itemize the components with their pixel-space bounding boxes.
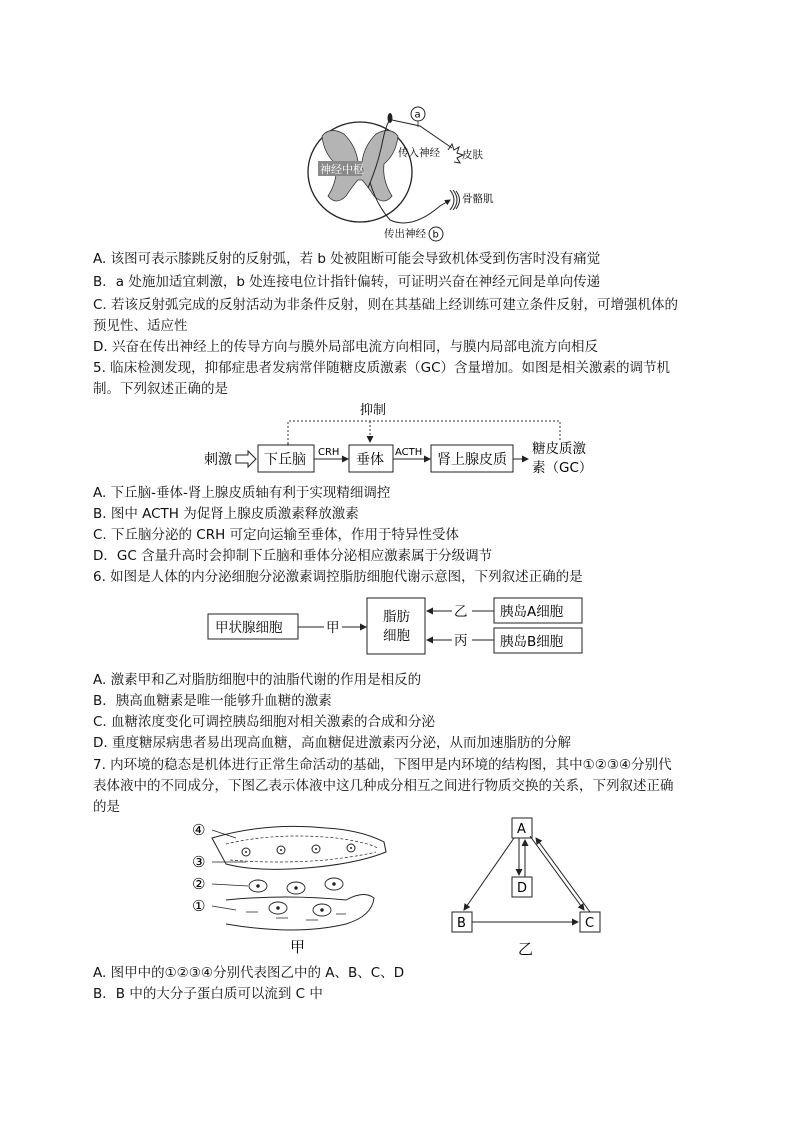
skin-label: 皮肤 (462, 149, 483, 161)
hormone-yi-label: 乙 (454, 604, 468, 620)
svg-text:细胞: 细胞 (383, 628, 410, 644)
muscle-label: 骨骼肌 (462, 193, 494, 205)
q7-option-b: B．B 中的大分子蛋白质可以流到 C 中 (93, 986, 323, 1002)
hormone-bing-label: 丙 (454, 633, 468, 649)
q6-option-b: B．胰高血糖素是唯一能够升血糖的激素 (93, 693, 332, 709)
svg-text:肾上腺皮质: 肾上腺皮质 (437, 452, 507, 468)
svg-text:垂体: 垂体 (356, 452, 384, 468)
svg-text:D: D (517, 881, 528, 896)
hpa-axis-figure (200, 402, 600, 480)
q5-stem-line2: 制。下列叙述正确的是 (93, 381, 228, 397)
svg-text:脂肪: 脂肪 (383, 609, 410, 625)
acth-label: ACTH (395, 447, 423, 458)
q6-option-c: C. 血糖浓度变化可调控胰岛细胞对相关激素的合成和分泌 (93, 714, 436, 730)
tissue-figure-jia (186, 816, 406, 961)
label-3: ③ (192, 853, 206, 871)
fig-jia-caption: 甲 (290, 938, 306, 956)
fat-cell-box (367, 598, 425, 654)
q7-stem-line3: 的是 (93, 799, 120, 815)
efferent-label: 传出神经 (384, 228, 426, 240)
q4-option-d: D. 兴奋在传出神经上的传导方向与膜外局部电流方向相同，与膜内局部电流方向相反 (93, 339, 598, 355)
q7-stem-line2: 表体液中的不同成分，下图乙表示体液中这几种成分相互之间进行物质交换的关系，下列叙述正确 (93, 778, 674, 794)
afferent-label: 传入神经 (398, 147, 440, 159)
center-label: 神经中枢 (320, 163, 364, 176)
q4-option-b: B．a 处施加适宜刺激，b 处连接电位计指针偏转，可证明兴奋在神经元间是单向传递 (93, 274, 601, 290)
label-4: ④ (192, 821, 206, 839)
svg-text:A: A (517, 822, 526, 837)
ganglion (388, 113, 393, 123)
q5-stem-line1: 5. 临床检测发现，抑郁症患者发病常伴随糖皮质激素（GC）含量增加。如图是相关激素的调节机 (93, 360, 671, 376)
q4-option-c-line1: C. 若该反射弧完成的反射活动为非条件反射，则在其基础上经训练可建立条件反射，可增强机体的 (93, 297, 679, 313)
q7-stem-line1: 7. 内环境的稳态是机体进行正常生命活动的基础，下图甲是内环境的结构图，其中①②③④分别代 (93, 757, 672, 773)
gc-label-line1: 糖皮质激 (532, 441, 586, 457)
svg-text:下丘脑: 下丘脑 (264, 452, 306, 468)
label-2: ② (192, 875, 206, 893)
svg-text:C: C (585, 916, 595, 931)
q4-option-c-line2: 预见性、适应性 (93, 318, 188, 334)
svg-text:胰岛A细胞: 胰岛A细胞 (500, 604, 564, 620)
inhibit-label: 抑制 (360, 403, 387, 418)
q5-option-d: D．GC 含量升高时会抑制下丘脑和垂体分泌相应激素属于分级调节 (93, 548, 493, 564)
q6-stem: 6. 如图是人体的内分泌细胞分泌激素调控脂肪细胞代谢示意图，下列叙述正确的是 (93, 569, 583, 585)
q7-option-a: A. 图甲中的①②③④分别代表图乙中的 A、B、C、D (93, 965, 405, 981)
svg-text:B: B (457, 916, 466, 931)
svg-text:胰岛B细胞: 胰岛B细胞 (500, 634, 564, 650)
capillary (212, 826, 386, 869)
label-1: ① (192, 897, 206, 915)
q6-option-d: D. 重度糖尿病患者易出现高血糖，高血糖促进激素丙分泌，从而加速脂肪的分解 (93, 735, 571, 751)
stimulus-arrow (236, 451, 256, 467)
exchange-figure-yi (444, 814, 614, 964)
crh-label: CRH (318, 447, 340, 458)
svg-text:b: b (432, 229, 439, 241)
fat-cell-figure (200, 596, 590, 658)
hormone-jia-label: 甲 (326, 620, 340, 636)
fig-yi-caption: 乙 (518, 940, 534, 958)
svg-text:a: a (414, 109, 421, 121)
q5-option-a: A. 下丘脑-垂体-肾上腺皮质轴有利于实现精细调控 (93, 485, 391, 501)
q6-option-a: A. 激素甲和乙对脂肪细胞中的油脂代谢的作用是相反的 (93, 672, 422, 688)
q5-option-b: B. 图中 ACTH 为促肾上腺皮质激素释放激素 (93, 506, 359, 522)
svg-text:甲状腺细胞: 甲状腺细胞 (215, 620, 283, 636)
reflex-arc-figure (300, 104, 515, 244)
stimulus-label: 刺激 (204, 452, 232, 468)
q5-option-c: C. 下丘脑分泌的 CRH 可定向运输至垂体，作用于特异性受体 (93, 527, 460, 543)
muscle-shape (450, 190, 460, 210)
gc-label-line2: 素（GC） (532, 460, 593, 476)
q4-option-a: A. 该图可表示膝跳反射的反射弧，若 b 处被阻断可能会导致机体受到伤害时没有痛觉 (93, 251, 601, 267)
